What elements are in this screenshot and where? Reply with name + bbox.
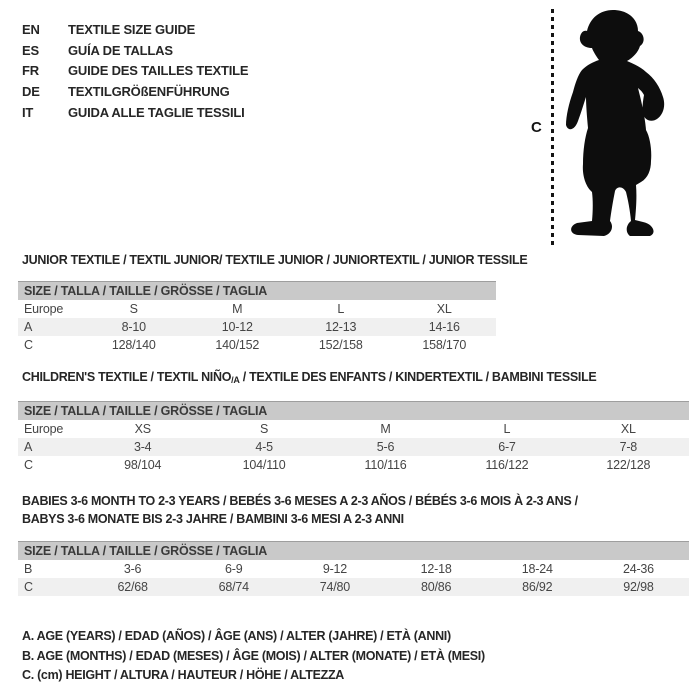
babies-title-line1: BABIES 3-6 MONTH TO 2-3 YEARS / BEBÉS 3-6 MESES A 2-3 AÑOS / BÉBÉS 3-6 MOIS À 2-3 ANS / bbox=[22, 494, 578, 508]
children-title-subscript: /A bbox=[231, 375, 240, 385]
language-item bbox=[22, 41, 248, 62]
language-code: IT bbox=[22, 104, 34, 120]
value-cell: 116/122 bbox=[485, 458, 529, 472]
language-label: GUIDA ALLE TAGLIE TESSILI bbox=[68, 104, 245, 120]
junior-table bbox=[18, 281, 496, 354]
value-cell: 10-12 bbox=[221, 320, 253, 334]
value-cell: 14-16 bbox=[428, 320, 460, 334]
table-row bbox=[18, 318, 496, 336]
table-row bbox=[18, 560, 689, 578]
language-code: FR bbox=[22, 63, 39, 79]
children-table-header: SIZE / TALLA / TAILLE / GRÖSSE / TAGLIA bbox=[18, 401, 689, 420]
language-label: GUÍA DE TALLAS bbox=[68, 42, 173, 58]
junior-section-title: JUNIOR TEXTILE / TEXTIL JUNIOR/ TEXTILE JUNIOR / JUNIORTEXTIL / JUNIOR TESSILE bbox=[22, 253, 528, 267]
value-cell: 6-9 bbox=[225, 562, 243, 576]
table-row bbox=[18, 456, 689, 474]
junior-table-header: SIZE / TALLA / TAILLE / GRÖSSE / TAGLIA bbox=[18, 281, 496, 300]
value-cell: 7-8 bbox=[619, 440, 638, 454]
value-cell: 152/158 bbox=[318, 338, 363, 352]
height-marker-label: C bbox=[531, 119, 542, 136]
value-cell: 9-12 bbox=[322, 562, 348, 576]
row-label: C bbox=[24, 458, 33, 472]
row-label: Europe bbox=[24, 302, 64, 316]
note-age-years: A. AGE (YEARS) / EDAD (AÑOS) / ÂGE (ANS) / ALTER (JAHRE) / ETÀ (ANNI) bbox=[22, 629, 451, 643]
value-cell: 74/80 bbox=[319, 580, 351, 594]
value-cell: 80/86 bbox=[420, 580, 452, 594]
language-label: TEXTILE SIZE GUIDE bbox=[68, 22, 196, 37]
language-item bbox=[22, 20, 248, 41]
size-cell: XL bbox=[436, 302, 452, 316]
value-cell: 62/68 bbox=[117, 580, 148, 594]
babies-table-header: SIZE / TALLA / TAILLE / GRÖSSE / TAGLIA bbox=[18, 541, 689, 560]
note-age-months: B. AGE (MONTHS) / EDAD (MESES) / ÂGE (MOIS) / ALTER (MONATE) / ETÀ (MESI) bbox=[22, 648, 485, 663]
row-label: C bbox=[24, 580, 33, 594]
row-label: Europe bbox=[24, 422, 64, 436]
children-title-pre: CHILDREN'S TEXTILE / TEXTIL NIÑO bbox=[22, 370, 232, 384]
babies-table bbox=[18, 541, 689, 596]
value-cell: 12-13 bbox=[325, 320, 357, 334]
value-cell: 18-24 bbox=[521, 562, 553, 576]
value-cell: 128/140 bbox=[111, 338, 156, 352]
children-section-title bbox=[22, 368, 596, 389]
size-cell: XS bbox=[134, 422, 151, 436]
language-label: TEXTILGRÖßENFÜHRUNG bbox=[68, 84, 230, 100]
note-height-cm: C. (cm) HEIGHT / ALTURA / HAUTEUR / HÖHE / ALTEZZA bbox=[22, 668, 345, 682]
value-cell: 24-36 bbox=[622, 562, 654, 576]
row-label: A bbox=[24, 320, 33, 334]
size-cell: L bbox=[337, 302, 345, 316]
value-cell: 3-6 bbox=[123, 562, 142, 576]
size-cell: S bbox=[129, 302, 138, 316]
value-cell: 3-4 bbox=[133, 440, 152, 454]
babies-title-line2: BABYS 3-6 MONATE BIS 2-3 JAHRE / BAMBINI 3-6 MESI A 2-3 ANNI bbox=[22, 512, 404, 526]
table-row bbox=[18, 420, 689, 438]
size-cell: XL bbox=[620, 422, 636, 436]
language-code: DE bbox=[22, 84, 40, 100]
language-label: GUIDE DES TAILLES TEXTILE bbox=[68, 63, 249, 79]
language-item bbox=[22, 103, 248, 124]
size-cell: M bbox=[232, 302, 243, 316]
value-cell: 8-10 bbox=[121, 320, 146, 334]
language-item bbox=[22, 82, 248, 103]
table-row bbox=[18, 336, 496, 354]
size-cell: L bbox=[503, 422, 511, 436]
value-cell: 104/110 bbox=[242, 458, 286, 472]
table-row bbox=[18, 300, 496, 318]
height-marker-line bbox=[551, 9, 554, 246]
size-cell: S bbox=[260, 422, 269, 436]
value-cell: 5-6 bbox=[376, 440, 395, 454]
language-item bbox=[22, 61, 248, 82]
size-cell: M bbox=[380, 422, 391, 436]
children-table bbox=[18, 401, 689, 474]
table-row bbox=[18, 578, 689, 596]
value-cell: 98/104 bbox=[124, 458, 162, 472]
toddler-silhouette-icon bbox=[556, 4, 696, 246]
value-cell: 92/98 bbox=[623, 580, 654, 594]
value-cell: 6-7 bbox=[498, 440, 516, 454]
value-cell: 4-5 bbox=[255, 440, 273, 454]
value-cell: 110/116 bbox=[364, 458, 407, 472]
language-list bbox=[22, 20, 248, 124]
value-cell: 140/152 bbox=[215, 338, 260, 352]
babies-section-title bbox=[22, 492, 578, 528]
legend-notes bbox=[22, 627, 485, 686]
language-code: EN bbox=[22, 22, 40, 37]
value-cell: 122/128 bbox=[606, 458, 651, 472]
value-cell: 68/74 bbox=[218, 580, 249, 594]
row-label: C bbox=[24, 338, 33, 352]
value-cell: 158/170 bbox=[422, 338, 467, 352]
row-label: A bbox=[24, 440, 33, 454]
value-cell: 12-18 bbox=[420, 562, 452, 576]
language-code: ES bbox=[22, 42, 39, 58]
table-row bbox=[18, 438, 689, 456]
children-title-post: / TEXTILE DES ENFANTS / KINDERTEXTIL / BAMBINI TESSILE bbox=[239, 370, 597, 384]
value-cell: 86/92 bbox=[522, 580, 553, 594]
row-label: B bbox=[24, 562, 33, 576]
